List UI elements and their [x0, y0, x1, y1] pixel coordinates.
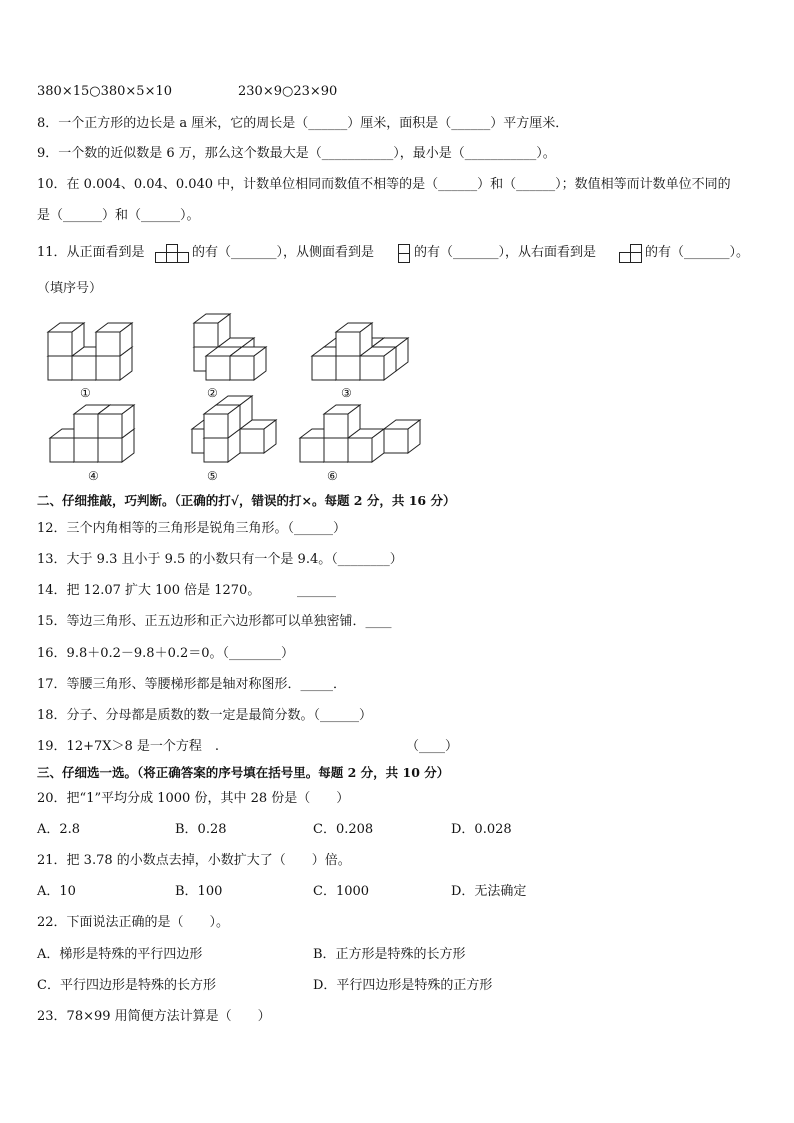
question-11-part2: 的有（_______），从侧面看到是: [192, 245, 375, 260]
cube-figure-1: [44, 322, 140, 384]
question-19-blank: （____）: [406, 739, 459, 754]
question-11-part4: 的有（_______）。: [645, 245, 750, 260]
cube-face: [204, 438, 228, 462]
question-13: 13．大于 9.3 且小于 9.5 的小数只有一个是 9.4。（________）: [37, 552, 403, 567]
cube-figure-3: [308, 316, 404, 384]
question-15: 15．等边三角形、正五边形和正六边形都可以单独密铺．____: [37, 614, 392, 629]
cube-face: [324, 438, 348, 462]
question-8: 8．一个正方形的边长是 a 厘米，它的周长是（______）厘米，面积是（______）平方厘米．: [37, 116, 569, 131]
cube-face: [206, 356, 230, 380]
question-20-option-c: C．0.208: [313, 822, 374, 837]
cube-face: [98, 414, 122, 438]
cube-face: [230, 356, 254, 380]
figure-caption-1: ①: [80, 386, 91, 400]
question-22: 22．下面说法正确的是（ ）。: [37, 915, 230, 930]
cube-face: [300, 438, 324, 462]
question-9: 9．一个数的近似数是 6 万，那么这个数最大是（___________），最小是（___________）。: [37, 146, 556, 161]
cube-face: [96, 356, 120, 380]
question-21-option-a: A．10: [37, 884, 76, 899]
question-11-part1: 11．从正面看到是: [37, 245, 145, 260]
cube-face: [336, 356, 360, 380]
question-18: 18．分子、分母都是质数的数一定是最简分数。（______）: [37, 708, 373, 723]
cube-figure-5: [176, 398, 272, 466]
cube-face: [312, 356, 336, 380]
expression-compare-2: 230×9○23×90: [238, 84, 338, 99]
cube-face: [74, 438, 98, 462]
front-view-icon: [155, 244, 191, 264]
cube-face: [240, 429, 264, 453]
question-21-option-d: D．无法确定: [451, 884, 527, 899]
question-21-option-b: B．100: [175, 884, 223, 899]
cube-face: [98, 438, 122, 462]
figure-caption-6: ⑥: [327, 469, 338, 483]
question-20: 20．把“1”平均分成 1000 份，其中 28 份是（ ）: [37, 791, 350, 806]
question-20-option-d: D．0.028: [451, 822, 512, 837]
cube-figure-2: [178, 316, 274, 384]
right-view-icon: [619, 244, 645, 264]
cube-face: [336, 332, 360, 356]
question-11-note: （填序号）: [37, 281, 103, 296]
question-22-option-b: B．正方形是特殊的长方形: [313, 947, 466, 962]
question-16: 16．9.8＋0.2－9.8＋0.2＝0。（________）: [37, 646, 295, 661]
cube-face: [204, 414, 228, 438]
section-2-heading: 二、仔细推敲，巧判断。（正确的打√，错误的打×。每题 2 分，共 16 分）: [37, 493, 456, 508]
cube-face: [48, 356, 72, 380]
figure-caption-4: ④: [88, 469, 99, 483]
side-view-icon: [398, 244, 412, 264]
question-21-option-c: C．1000: [313, 884, 370, 899]
question-10-line2: 是（______）和（______）。: [37, 208, 200, 223]
question-10-line1: 10．在 0.004、0.04、0.040 中，计数单位相同而数值不相等的是（______）和（______）；数值相等而计数单位不同的: [37, 177, 731, 192]
cube-face: [194, 323, 218, 347]
cube-face: [48, 332, 72, 356]
cube-figure-4: [44, 408, 140, 466]
cube-figure-6: [296, 400, 392, 466]
cube-face: [74, 414, 98, 438]
cube-face: [324, 414, 348, 438]
cube-face: [360, 356, 384, 380]
expression-compare-1: 380×15○380×5×10: [37, 84, 173, 99]
figure-caption-3: ③: [341, 386, 352, 400]
question-22-option-a: A．梯形是特殊的平行四边形: [37, 947, 203, 962]
cube-face: [50, 438, 74, 462]
question-19: 19．12+7X＞8 是一个方程 .: [37, 739, 220, 754]
question-11-part3: 的有（_______），从右面看到是: [414, 245, 597, 260]
question-14-blank: ______: [297, 583, 336, 598]
question-17: 17．等腰三角形、等腰梯形都是轴对称图形．_____．: [37, 677, 347, 692]
section-3-heading: 三、仔细选一选。（将正确答案的序号填在括号里。每题 2 分，共 10 分）: [37, 765, 450, 780]
cube-face: [348, 438, 372, 462]
figure-caption-2: ②: [207, 386, 218, 400]
question-20-option-a: A．2.8: [37, 822, 81, 837]
question-20-option-b: B．0.28: [175, 822, 227, 837]
figure-caption-5: ⑤: [207, 469, 218, 483]
cube-face: [72, 356, 96, 380]
cube-face: [384, 429, 408, 453]
cube-face: [96, 332, 120, 356]
question-21: 21．把 3.78 的小数点去掉，小数扩大了（ ）倍。: [37, 853, 351, 868]
question-22-option-c: C．平行四边形是特殊的长方形: [37, 978, 216, 993]
question-23: 23．78×99 用简便方法计算是（ ）: [37, 1009, 271, 1024]
question-12: 12．三个内角相等的三角形是锐角三角形。（______）: [37, 521, 347, 536]
question-14: 14．把 12.07 扩大 100 倍是 1270。: [37, 583, 261, 598]
question-22-option-d: D．平行四边形是特殊的正方形: [313, 978, 493, 993]
